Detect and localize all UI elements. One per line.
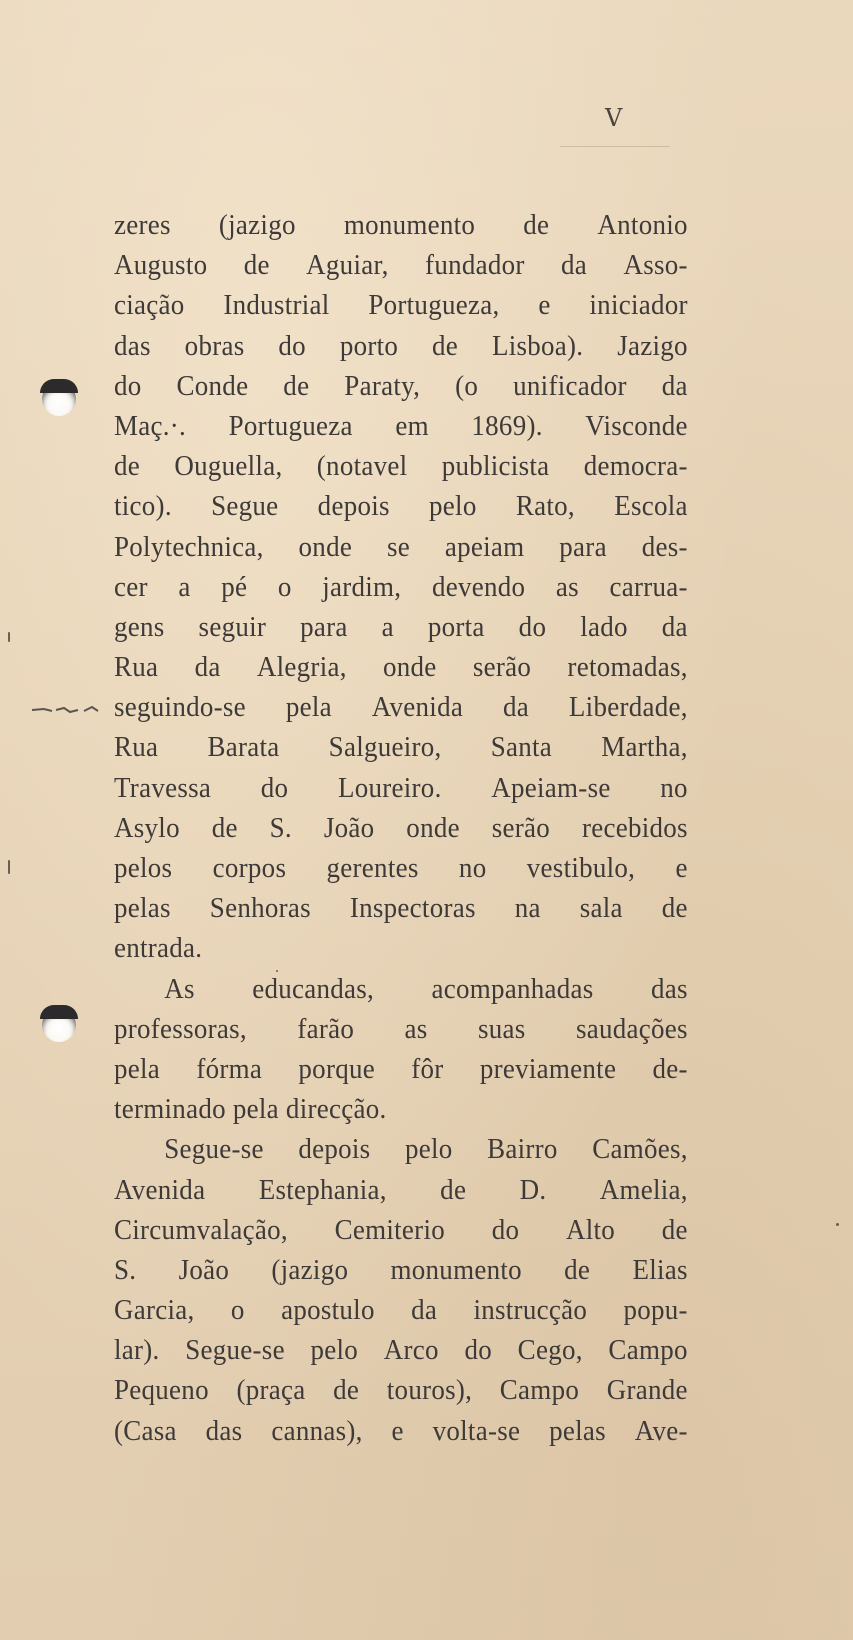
text-line bbox=[114, 245, 688, 285]
word: carrua- bbox=[609, 570, 688, 603]
word: as bbox=[555, 570, 579, 603]
word: o bbox=[277, 570, 292, 603]
word: de bbox=[523, 209, 550, 241]
word: Senhoras bbox=[209, 892, 311, 925]
word: publicista bbox=[441, 450, 550, 483]
word: Garcia, bbox=[114, 1294, 195, 1327]
word: e bbox=[391, 1414, 404, 1447]
word: Ouguella, bbox=[174, 450, 283, 483]
word: lar). bbox=[114, 1334, 160, 1367]
word: (praça bbox=[236, 1374, 306, 1407]
word: obras bbox=[184, 329, 245, 362]
text-line bbox=[114, 768, 688, 808]
word: das bbox=[651, 972, 688, 1005]
word: de bbox=[432, 329, 459, 362]
word: professoras, bbox=[114, 1012, 247, 1045]
word: Amelia, bbox=[599, 1173, 688, 1206]
word: seguindo-se bbox=[114, 691, 246, 724]
ink-smudge-mark bbox=[30, 702, 120, 718]
word: Conde bbox=[176, 369, 249, 402]
word: vestibulo, bbox=[526, 852, 636, 884]
word: de bbox=[661, 1213, 688, 1246]
word: Asylo bbox=[114, 811, 180, 844]
word: Barata bbox=[207, 731, 280, 764]
text-line bbox=[114, 969, 688, 1009]
word: seguir bbox=[198, 610, 267, 643]
word: da bbox=[661, 369, 688, 402]
word: S. bbox=[269, 811, 292, 844]
word: pelas bbox=[114, 892, 171, 925]
word: pelo bbox=[429, 490, 477, 523]
text-line bbox=[114, 1250, 688, 1290]
word: de bbox=[283, 369, 310, 402]
word: pelos bbox=[114, 852, 173, 884]
word: educandas, bbox=[252, 972, 375, 1005]
word: Lisboa). bbox=[491, 329, 584, 362]
text-line bbox=[114, 1411, 688, 1451]
word: Circumvalação, bbox=[114, 1213, 288, 1246]
word: Alto bbox=[565, 1213, 616, 1246]
text-line bbox=[114, 527, 688, 567]
word: Inspectoras bbox=[349, 892, 476, 925]
word: Arco bbox=[383, 1334, 439, 1367]
word: das bbox=[114, 329, 151, 362]
word: Segue-se bbox=[164, 1133, 264, 1166]
text-line bbox=[114, 1129, 688, 1169]
word: onde bbox=[298, 530, 353, 563]
word: S. bbox=[114, 1253, 137, 1286]
word: da bbox=[411, 1294, 438, 1327]
word: Jazigo bbox=[617, 329, 688, 362]
word: instrucção bbox=[473, 1294, 588, 1327]
word: da bbox=[194, 651, 221, 684]
word: fundador bbox=[425, 249, 525, 282]
word: democra- bbox=[583, 450, 688, 483]
word: devendo bbox=[431, 570, 526, 603]
word: (jazigo bbox=[218, 209, 296, 241]
word: Bairro bbox=[487, 1133, 558, 1166]
word: retomadas, bbox=[567, 651, 688, 684]
word: Portugueza bbox=[228, 409, 353, 442]
word: de- bbox=[652, 1052, 688, 1085]
word: recebidos bbox=[581, 811, 688, 844]
word: para bbox=[300, 610, 348, 643]
text-line bbox=[114, 888, 688, 928]
word: farão bbox=[297, 1012, 355, 1045]
word: pelo bbox=[310, 1334, 359, 1367]
word: Alegria, bbox=[256, 651, 347, 684]
word: Travessa bbox=[114, 771, 212, 804]
word: Loureiro. bbox=[337, 771, 442, 804]
word: porto bbox=[339, 329, 399, 362]
word: Aguiar, bbox=[306, 249, 389, 282]
word: de bbox=[564, 1253, 591, 1286]
word: Avenida bbox=[114, 1173, 206, 1206]
word: fórma bbox=[196, 1052, 263, 1085]
word: Visconde bbox=[585, 409, 688, 442]
paper-speck bbox=[8, 860, 10, 874]
word: da bbox=[503, 691, 530, 724]
word: tico). bbox=[114, 490, 172, 523]
text-line bbox=[114, 1330, 688, 1370]
word: Elias bbox=[632, 1253, 688, 1286]
text-line bbox=[114, 808, 688, 848]
word: serão bbox=[491, 811, 551, 844]
text-line bbox=[114, 205, 688, 245]
word: onde bbox=[383, 651, 437, 684]
text-line bbox=[114, 1210, 688, 1250]
word: Segue-se bbox=[185, 1334, 285, 1367]
word: (Casa bbox=[114, 1414, 177, 1447]
word: de bbox=[333, 1374, 360, 1407]
word: Martha, bbox=[601, 731, 688, 764]
word: cannas), bbox=[271, 1414, 363, 1447]
word: des- bbox=[641, 530, 688, 563]
text-line bbox=[114, 406, 688, 446]
word: do bbox=[491, 1213, 520, 1246]
text-line bbox=[114, 1290, 688, 1330]
word: e bbox=[675, 852, 688, 884]
word: pelas bbox=[549, 1414, 606, 1447]
word: no bbox=[458, 852, 487, 884]
word: pela bbox=[114, 1052, 161, 1085]
word: Segue bbox=[211, 490, 279, 523]
word: as bbox=[404, 1012, 428, 1045]
text-line bbox=[114, 1170, 688, 1210]
word: João bbox=[323, 811, 375, 844]
word: Augusto bbox=[114, 249, 208, 282]
word: sala bbox=[579, 892, 623, 925]
word: unificador bbox=[513, 369, 627, 402]
word: Industrial bbox=[223, 289, 330, 322]
word: ciação bbox=[114, 289, 185, 322]
text-line bbox=[114, 1049, 688, 1089]
word: e bbox=[538, 289, 551, 322]
word: 1869). bbox=[471, 409, 543, 442]
word: João bbox=[178, 1253, 230, 1286]
word: serão bbox=[472, 651, 532, 684]
word: Polytechnica, bbox=[114, 530, 264, 563]
word: das bbox=[205, 1414, 243, 1447]
word: Portugueza, bbox=[368, 289, 500, 322]
word: Avenida bbox=[371, 691, 464, 724]
word: Campo bbox=[499, 1374, 580, 1407]
word: do bbox=[518, 610, 547, 643]
word: Estephania, bbox=[258, 1173, 387, 1206]
word: Camões, bbox=[592, 1133, 688, 1166]
word: apeiam bbox=[444, 530, 525, 563]
word: suas bbox=[477, 1012, 526, 1045]
word: a bbox=[381, 610, 394, 643]
word: fôr bbox=[411, 1052, 444, 1085]
word: acompanhadas bbox=[431, 972, 594, 1005]
word: Campo bbox=[608, 1334, 688, 1367]
word: a bbox=[178, 570, 191, 603]
word: lado bbox=[580, 610, 628, 643]
header-rule bbox=[560, 146, 670, 147]
word: onde bbox=[406, 811, 460, 844]
word: para bbox=[559, 530, 607, 563]
text-line bbox=[114, 366, 688, 406]
word: Cemiterio bbox=[334, 1213, 445, 1246]
word: Liberdade, bbox=[568, 691, 688, 724]
word: em bbox=[395, 409, 429, 442]
word: D. bbox=[519, 1173, 547, 1206]
word: Escola bbox=[614, 490, 688, 523]
word: de bbox=[211, 811, 238, 844]
word: apostulo bbox=[281, 1294, 375, 1327]
word: As bbox=[164, 972, 195, 1005]
word: Rua bbox=[114, 731, 159, 764]
word: volta-se bbox=[432, 1414, 521, 1447]
word: monumento bbox=[390, 1253, 522, 1286]
text-line bbox=[114, 1370, 688, 1410]
word: Ave- bbox=[634, 1414, 688, 1447]
text-line bbox=[114, 285, 688, 325]
word: (jazigo bbox=[271, 1253, 349, 1286]
word: do bbox=[114, 369, 142, 402]
word: Rato, bbox=[515, 490, 575, 523]
word: zeres bbox=[114, 209, 171, 241]
word: monumento bbox=[343, 209, 476, 241]
word: pé bbox=[221, 570, 248, 603]
word: de bbox=[661, 892, 688, 925]
word: da bbox=[661, 610, 688, 643]
word: iniciador bbox=[589, 289, 688, 322]
word: do bbox=[464, 1334, 493, 1367]
word: depois bbox=[298, 1133, 371, 1166]
word: Asso- bbox=[623, 249, 688, 282]
text-line bbox=[114, 486, 688, 526]
word: gens bbox=[114, 610, 165, 643]
text-line: entrada. bbox=[114, 932, 203, 965]
word: se bbox=[386, 530, 411, 563]
word: no bbox=[660, 771, 688, 804]
word: porta bbox=[427, 610, 485, 643]
paper-speck bbox=[836, 1223, 839, 1226]
page-number: V bbox=[605, 104, 624, 132]
word: jardim, bbox=[322, 570, 402, 603]
word: porque bbox=[298, 1052, 375, 1085]
word: cer bbox=[114, 570, 148, 603]
text-line: terminado pela direcção. bbox=[114, 1093, 387, 1126]
word: de bbox=[114, 450, 141, 483]
word: corpos bbox=[212, 852, 287, 884]
word: touros), bbox=[386, 1374, 473, 1407]
word: o bbox=[230, 1294, 245, 1327]
word: Cego, bbox=[517, 1334, 583, 1367]
word: gerentes bbox=[326, 852, 419, 884]
text-line bbox=[114, 567, 688, 607]
word: (o bbox=[455, 369, 479, 402]
word: saudações bbox=[575, 1012, 688, 1045]
text-line bbox=[114, 446, 688, 486]
body-text bbox=[114, 205, 688, 1451]
word: previamente bbox=[479, 1052, 617, 1085]
word: da bbox=[561, 249, 588, 282]
word: Rua bbox=[114, 651, 159, 684]
word: de bbox=[243, 249, 270, 282]
word: (notavel bbox=[316, 450, 408, 483]
paper-speck bbox=[8, 632, 10, 642]
word: pelo bbox=[404, 1133, 453, 1166]
word: Grande bbox=[606, 1374, 688, 1407]
word: Antonio bbox=[597, 209, 688, 241]
word: do bbox=[260, 771, 289, 804]
word: pela bbox=[285, 691, 332, 724]
word: Santa bbox=[490, 731, 553, 764]
word: na bbox=[514, 892, 541, 925]
word: depois bbox=[317, 490, 390, 523]
text-line bbox=[114, 607, 688, 647]
text-line bbox=[114, 647, 688, 687]
text-line bbox=[114, 727, 688, 767]
word: do bbox=[278, 329, 306, 362]
word: de bbox=[440, 1173, 467, 1206]
text-line bbox=[114, 1009, 688, 1049]
word: Paraty, bbox=[344, 369, 421, 402]
word: Apeiam-se bbox=[491, 771, 611, 804]
word: Maç.·. bbox=[114, 409, 187, 442]
word: Salgueiro, bbox=[328, 731, 442, 764]
text-line bbox=[114, 687, 688, 727]
punch-hole-top bbox=[42, 382, 76, 416]
word: popu- bbox=[623, 1294, 688, 1327]
word: Pequeno bbox=[114, 1374, 209, 1407]
text-line bbox=[114, 848, 688, 888]
punch-hole-bottom bbox=[42, 1008, 76, 1042]
text-line bbox=[114, 326, 688, 366]
